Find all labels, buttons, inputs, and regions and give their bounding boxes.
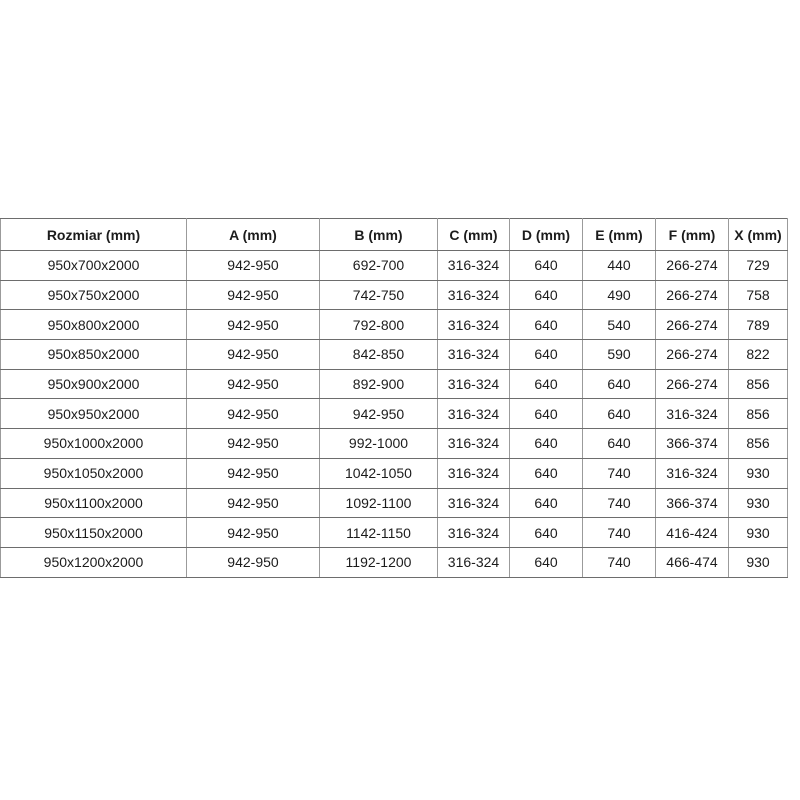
table-cell: 740 xyxy=(583,518,656,548)
table-cell: 822 xyxy=(729,340,788,370)
table-cell: 892-900 xyxy=(320,369,438,399)
column-header: C (mm) xyxy=(438,219,510,251)
table-cell: 466-474 xyxy=(656,547,729,577)
column-header: Rozmiar (mm) xyxy=(1,219,187,251)
table-cell: 316-324 xyxy=(438,547,510,577)
table-cell: 640 xyxy=(510,369,583,399)
table-cell: 316-324 xyxy=(656,399,729,429)
table-cell: 942-950 xyxy=(187,429,320,459)
table-cell: 942-950 xyxy=(187,518,320,548)
table-cell: 316-324 xyxy=(438,340,510,370)
table-row xyxy=(1,458,788,488)
table-row xyxy=(1,340,788,370)
table-cell: 316-324 xyxy=(438,429,510,459)
table-cell: 950x1050x2000 xyxy=(1,458,187,488)
table-cell: 266-274 xyxy=(656,280,729,310)
table-cell: 640 xyxy=(583,399,656,429)
table-cell: 740 xyxy=(583,547,656,577)
table-cell: 316-324 xyxy=(438,458,510,488)
table-cell: 640 xyxy=(510,547,583,577)
table-cell: 266-274 xyxy=(656,369,729,399)
column-header: D (mm) xyxy=(510,219,583,251)
table-header-row xyxy=(1,219,788,251)
table-cell: 266-274 xyxy=(656,251,729,281)
table-cell: 640 xyxy=(510,399,583,429)
table-cell: 930 xyxy=(729,458,788,488)
table-cell: 640 xyxy=(583,429,656,459)
table-cell: 640 xyxy=(510,518,583,548)
table-cell: 856 xyxy=(729,399,788,429)
table-row xyxy=(1,280,788,310)
table-cell: 758 xyxy=(729,280,788,310)
table-cell: 316-324 xyxy=(656,458,729,488)
table-cell: 640 xyxy=(510,429,583,459)
table-cell: 1192-1200 xyxy=(320,547,438,577)
column-header: F (mm) xyxy=(656,219,729,251)
table-cell: 950x1150x2000 xyxy=(1,518,187,548)
table-cell: 950x1000x2000 xyxy=(1,429,187,459)
table-cell: 740 xyxy=(583,488,656,518)
table-cell: 366-374 xyxy=(656,429,729,459)
column-header: X (mm) xyxy=(729,219,788,251)
table-cell: 930 xyxy=(729,547,788,577)
table-row xyxy=(1,429,788,459)
table-cell: 950x1200x2000 xyxy=(1,547,187,577)
table-cell: 590 xyxy=(583,340,656,370)
table-cell: 942-950 xyxy=(187,488,320,518)
table-cell: 842-850 xyxy=(320,340,438,370)
table-cell: 942-950 xyxy=(320,399,438,429)
table-cell: 316-324 xyxy=(438,399,510,429)
table-cell: 950x1100x2000 xyxy=(1,488,187,518)
table-cell: 942-950 xyxy=(187,547,320,577)
dimensions-table xyxy=(0,218,788,578)
column-header: B (mm) xyxy=(320,219,438,251)
table-cell: 942-950 xyxy=(187,280,320,310)
table-row xyxy=(1,518,788,548)
table-row xyxy=(1,547,788,577)
table-cell: 792-800 xyxy=(320,310,438,340)
table-cell: 856 xyxy=(729,429,788,459)
table-cell: 640 xyxy=(510,251,583,281)
table-cell: 316-324 xyxy=(438,518,510,548)
table-cell: 490 xyxy=(583,280,656,310)
table-cell: 942-950 xyxy=(187,399,320,429)
table-cell: 266-274 xyxy=(656,310,729,340)
table-cell: 742-750 xyxy=(320,280,438,310)
table-body xyxy=(1,251,788,578)
table-row xyxy=(1,488,788,518)
table-cell: 950x850x2000 xyxy=(1,340,187,370)
table-cell: 640 xyxy=(510,488,583,518)
table-cell: 640 xyxy=(510,310,583,340)
table-cell: 316-324 xyxy=(438,310,510,340)
table-cell: 316-324 xyxy=(438,251,510,281)
table-cell: 1042-1050 xyxy=(320,458,438,488)
table-cell: 640 xyxy=(510,280,583,310)
column-header: E (mm) xyxy=(583,219,656,251)
table-cell: 640 xyxy=(583,369,656,399)
table-cell: 1092-1100 xyxy=(320,488,438,518)
table-cell: 540 xyxy=(583,310,656,340)
table-cell: 942-950 xyxy=(187,310,320,340)
table-cell: 740 xyxy=(583,458,656,488)
table-cell: 789 xyxy=(729,310,788,340)
table-cell: 316-324 xyxy=(438,369,510,399)
table-head xyxy=(1,219,788,251)
table-cell: 942-950 xyxy=(187,369,320,399)
table-cell: 316-324 xyxy=(438,488,510,518)
table-cell: 440 xyxy=(583,251,656,281)
table-cell: 992-1000 xyxy=(320,429,438,459)
table-row xyxy=(1,399,788,429)
table-cell: 366-374 xyxy=(656,488,729,518)
table-cell: 692-700 xyxy=(320,251,438,281)
table-cell: 930 xyxy=(729,488,788,518)
table-cell: 1142-1150 xyxy=(320,518,438,548)
table-cell: 942-950 xyxy=(187,458,320,488)
column-header: A (mm) xyxy=(187,219,320,251)
table-cell: 942-950 xyxy=(187,340,320,370)
table-cell: 950x700x2000 xyxy=(1,251,187,281)
table-cell: 856 xyxy=(729,369,788,399)
table-cell: 950x950x2000 xyxy=(1,399,187,429)
table-cell: 950x900x2000 xyxy=(1,369,187,399)
table-cell: 316-324 xyxy=(438,280,510,310)
table-cell: 729 xyxy=(729,251,788,281)
table-cell: 640 xyxy=(510,458,583,488)
table-row xyxy=(1,251,788,281)
table-cell: 266-274 xyxy=(656,340,729,370)
table-cell: 416-424 xyxy=(656,518,729,548)
table-cell: 942-950 xyxy=(187,251,320,281)
table-cell: 950x800x2000 xyxy=(1,310,187,340)
table-cell: 950x750x2000 xyxy=(1,280,187,310)
table-cell: 640 xyxy=(510,340,583,370)
table-row xyxy=(1,310,788,340)
table-row xyxy=(1,369,788,399)
table-cell: 930 xyxy=(729,518,788,548)
